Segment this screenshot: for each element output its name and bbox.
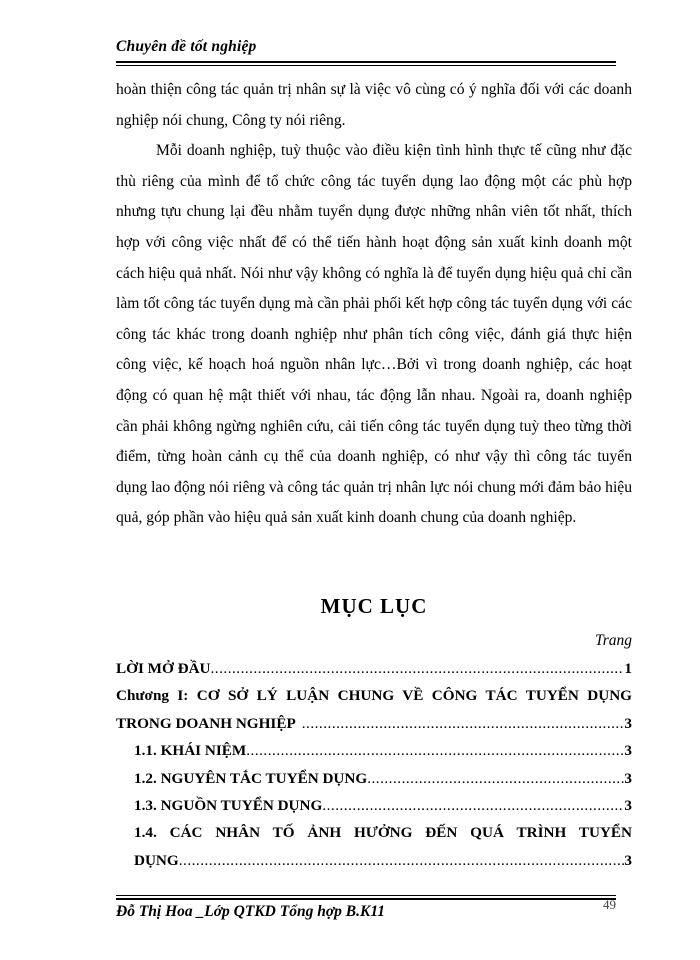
footer-rule-thin [116,895,616,896]
table-of-contents [116,655,632,874]
toc-leader-dots [322,792,624,819]
footer-rule-thick [116,898,616,900]
toc-leader-dots [302,710,625,737]
toc-entry-label: Chương I: CƠ SỞ LÝ LUẬN CHUNG VỀ CÔNG TÁC TUYỂN DỤNG [116,687,632,705]
toc-entry-page: 3 [624,742,632,760]
toc-entry-label: DỤNG [134,851,179,869]
toc-entry-label: TRONG DOANH NGHIỆP [116,714,296,732]
toc-page-label: Trang [594,632,632,649]
page-number: 49 [603,897,616,912]
toc-entry-label: 1.2. NGUYÊN TẮC TUYỂN DỤNG [134,769,368,787]
footer-author: Đỗ Thị Hoa _Lớp QTKD Tổng hợp B.K11 [116,903,385,920]
toc-entry-1-4-line2[interactable] [116,847,632,874]
header-rule-thin [116,65,616,66]
toc-entry-page: 3 [624,769,632,787]
paragraph-1: hoàn thiện công tác quản trị nhân sự là việc vô cùng có ý nghĩa đối với các doanh nghiệp nói chung, Công ty nói riêng. [116,81,632,129]
toc-leader-dots [211,655,625,682]
toc-entry-label: 1.3. NGUỒN TUYỂN DỤNG [134,796,323,814]
toc-entry-1-2[interactable] [116,765,632,792]
body-text [116,75,632,534]
toc-leader-dots [367,765,624,792]
toc-entry-chapter1-line1[interactable] [116,682,632,709]
toc-entry-page: 1 [624,660,632,677]
toc-entry-1-3[interactable] [116,792,632,819]
toc-entry-1-4-line1[interactable] [116,819,632,846]
toc-heading: MỤC LỤC [320,594,428,618]
paragraph-2: Mỗi doanh nghiệp, tuỳ thuộc vào điều kiện tình hình thực tế cũng như đặc thù riêng của mình để tổ chức công tác tuyển dụng lao động một các phù hợp nhưng tựu chung lại đều nhằm tuyển dụng được những nhân viên tốt nhất, thích hợp với công việc nhất để có thể tiến hành hoạt động sản xuất kinh doanh một cách hiệu quả nhất. Nói như vậy không có nghĩa là để tuyển dụng hiệu quả chỉ cần làm tốt công tác tuyển dụng mà cần phải phối kết hợp công tác tuyển dụng với các công tác khác trong doanh nghiệp như phân tích công việc, đánh giá thực hiện công việc, kế hoạch hoá nguồn nhân lực…Bởi vì trong doanh nghiệp, các hoạt động có quan hệ mật thiết với nhau, tác động lẫn nhau. Ngoài ra, doanh nghiệp cần phải không ngừng nghiên cứu, cải tiến công tác tuyển dụng tuỳ theo từng thời điểm, từng hoàn cảnh cụ thể của doanh nghiệp, có như vậy thì công tác tuyển dụng lao động nói riêng và công tác quản trị nhân lực nói chung mới đảm bảo hiệu quả, góp phần vào hiệu quả sản xuất kinh doanh chung của doanh nghiệp. [116,142,633,527]
toc-entry-intro[interactable] [116,655,632,682]
toc-entry-page: 3 [624,714,632,732]
toc-entry-label: 1.1. KHÁI NIỆM [134,742,247,760]
toc-entry-page: 3 [624,851,632,869]
toc-entry-chapter1-line2[interactable] [116,710,632,737]
header-title: Chuyên đề tốt nghiệp [116,38,257,55]
page-header [116,38,616,56]
toc-entry-label: LỜI MỞ ĐẦU [116,660,211,677]
header-rule-thick [116,61,616,63]
toc-entry-page: 3 [624,796,632,814]
toc-leader-dots [179,847,625,874]
toc-entry-1-1[interactable] [116,737,632,764]
toc-entry-label: 1.4. CÁC NHÂN TỐ ẢNH HƯỞNG ĐẾN QUÁ TRÌNH TUYỂN [134,824,632,842]
toc-leader-dots [246,737,624,764]
